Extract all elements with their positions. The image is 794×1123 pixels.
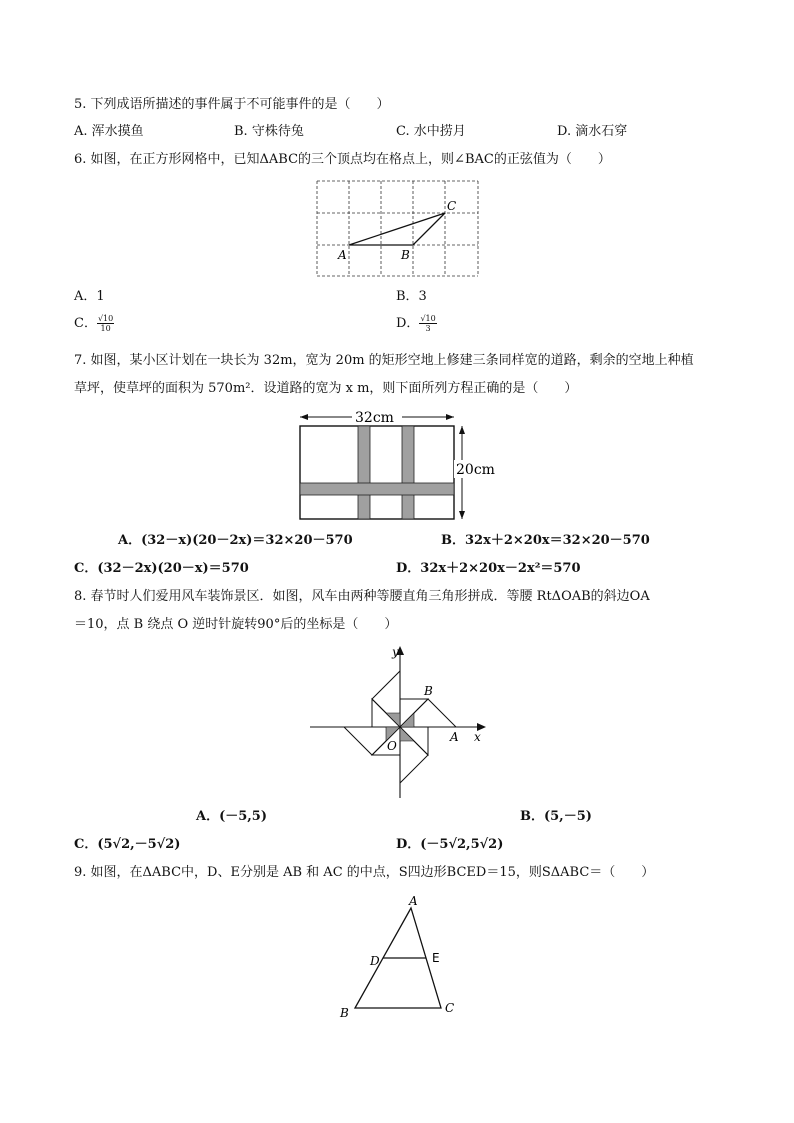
q8-windmill-figure [306,640,496,802]
road-horizontal [300,483,454,495]
label-d: D [370,954,380,968]
q6-option-d-prefix: D． [396,316,420,331]
triangle-abc [349,213,445,245]
label-b: B [424,684,433,698]
fraction [97,314,114,333]
q7-option-b: B．32x＋2×20x＝32×20－570 [441,533,650,548]
q6-option-a: A．1 [74,289,105,304]
q5-stem: 5. 下列成语所描述的事件属于不可能事件的是（ ） [74,97,390,112]
q7-stem-line2: 草坪，使草坪的面积为 570m²．设道路的宽为 x m，则下面所列方程正确的是（ ） [74,381,578,396]
fraction [419,314,436,333]
width-label: 32cm [355,410,394,426]
fraction-denominator: 3 [425,324,431,333]
q6-option-d [396,314,437,333]
q8-option-c: C．(5√2,－5√2) [74,837,181,852]
q8-option-a: A．(－5,5) [196,809,268,824]
q9-stem: 9. 如图，在ΔABC中，D、E分别是 AB 和 AC 的中点，S四边形BCED＝15，则SΔABC＝（ ） [74,865,655,880]
q7-rectangle-figure [294,406,498,526]
label-e: E [432,951,440,965]
road-vertical-2 [402,426,414,519]
q9-triangle-figure [332,892,462,1022]
label-a: A [450,730,459,744]
q5-option-b: B. 守株待兔 [234,124,304,139]
label-c: C [445,1001,455,1015]
label-x: x [474,730,481,744]
label-y: y [392,645,399,659]
q7-stem-line1: 7. 如图，某小区计划在一块长为 32m，宽为 20m 的矩形空地上修建三条同样宽的道路，剩余的空地上种植 [74,353,694,368]
label-o: O [387,739,397,753]
q5-option-d: D. 滴水石穿 [557,124,628,139]
q5-option-a: A. 浑水摸鱼 [74,124,144,139]
q7-option-c: C．(32－2x)(20－x)＝570 [74,561,249,576]
label-c: C [447,199,457,213]
q8-stem-line2: ＝10，点 B 绕点 O 逆时针旋转90°后的坐标是（ ） [74,617,398,632]
q6-stem: 6. 如图，在正方形网格中，已知ΔABC的三个顶点均在格点上，则∠BAC的正弦值为（ ） [74,152,611,167]
fraction-denominator: 10 [100,324,111,333]
q8-option-b: B．(5,－5) [520,809,592,824]
q6-option-c-prefix: C． [74,316,97,331]
road-vertical-1 [358,426,370,519]
label-a: A [338,248,347,262]
label-b: B [340,1006,349,1020]
label-b: B [401,248,410,262]
fraction-numerator: √10 [420,314,436,323]
label-a: A [409,894,418,908]
q5-option-c: C. 水中捞月 [396,124,466,139]
q8-option-d: D．(－5√2,5√2) [396,837,504,852]
height-label: 20cm [456,462,495,478]
q6-option-c [74,314,114,333]
q7-option-a: A．(32－x)(20－2x)＝32×20－570 [118,533,353,548]
q8-stem-line1: 8. 春节时人们爱用风车装饰景区．如图，风车由两种等腰直角三角形拼成．等腰 RtΔOAB的斜边OA [74,589,650,604]
q7-option-d: D．32x＋2×20x－2x²＝570 [396,561,581,576]
fraction-numerator: √10 [97,314,114,323]
q6-grid-figure [312,178,482,280]
q6-option-b: B．3 [396,289,427,304]
